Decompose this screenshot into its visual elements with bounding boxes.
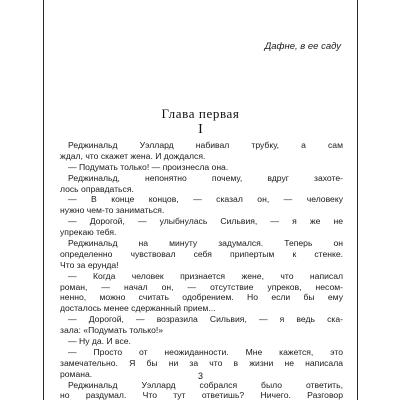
page-number: 3	[197, 371, 203, 381]
text-line: — Дорогой, — возразила Сильвия, — я ведь ска-	[68, 314, 343, 325]
text-line: — Подумать только! — произнесла она.	[68, 161, 229, 172]
book-page	[43, 0, 358, 400]
chapter-title: Глава первая	[161, 106, 240, 121]
text-line: — Дорогой, — улыбнулась Сильвия, — я же не	[68, 216, 343, 227]
text-line: Реджинальд Уэллард собрался было ответить,	[68, 379, 343, 390]
text-line: ждал, что скажет жена. И дождался.	[60, 150, 206, 161]
text-line: — Ну да. И все.	[68, 336, 131, 347]
text-line: нужно чем-то заниматься.	[60, 205, 165, 216]
text-line: Реджинальд на минуту задумался. Теперь он	[68, 238, 343, 249]
text-line: — Когда человек признается жене, что написал	[68, 270, 343, 281]
text-line: Реджинальд, непонятно почему, вдруг захоте-	[68, 172, 343, 183]
text-line: упрекаю тебя.	[60, 227, 117, 238]
text-line: но раздумал. Что тут ответишь? Ничего. Разговор	[60, 390, 343, 400]
text-line: романа.	[60, 368, 93, 379]
text-line: — Просто от неожиданности. Мне кажется, это	[68, 346, 343, 357]
text-line: зала: «Подумать только!»	[60, 325, 164, 336]
text-line: — В конце концов, — сказал он, — человеку	[68, 194, 343, 205]
text-line: роман, — начал он, — отсутствие упреков, несом-	[60, 281, 343, 292]
text-line: определенно чувствовал себя припертым к стенке.	[60, 248, 343, 259]
body-text	[60, 140, 343, 400]
chapter-number: I	[198, 122, 203, 137]
text-line: лось оправдаться.	[60, 183, 134, 194]
epigraph: Дафне, в ее саду	[264, 41, 341, 52]
text-line: замечательно. Я бы ни за что в жизни не написала	[60, 357, 343, 368]
text-line: ненно, можно считать одобрением. Но если бы ему	[60, 292, 343, 303]
text-line: досталось менее сдержанный прием...	[60, 303, 216, 314]
text-line: Реджинальд Уэллард набивал трубку, а сам	[68, 140, 343, 150]
text-line: Что за ерунда!	[60, 259, 119, 270]
